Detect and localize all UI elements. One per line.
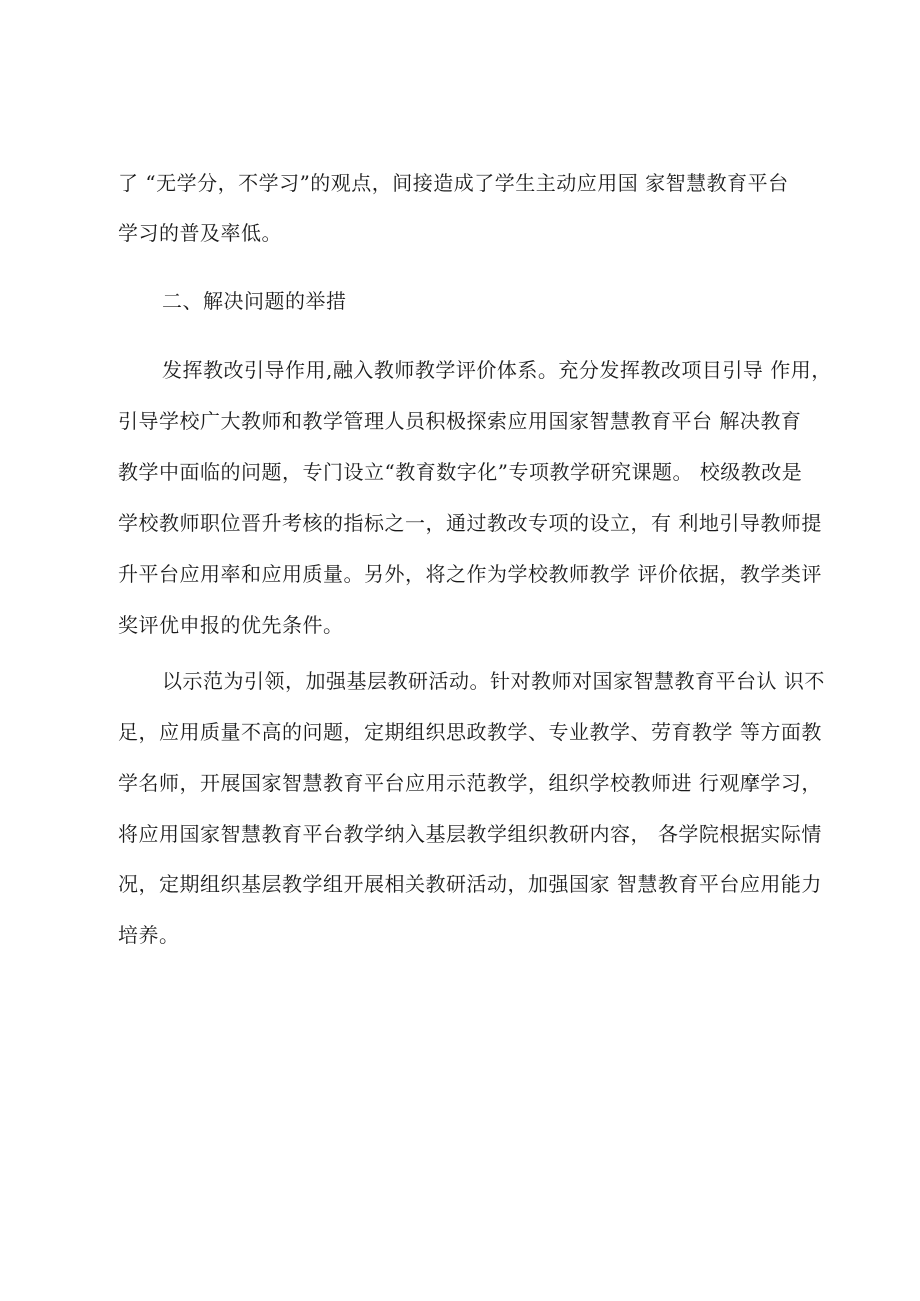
paragraph-2-line-5: 升平台应用率和应用质量。另外，将之作为学校教师教学 评价依据，教学类评: [118, 562, 822, 586]
paragraph-3-line-1: 以示范为引领，加强基层教研活动。针对教师对国家智慧教育平台认 识不: [162, 669, 825, 693]
paragraph-3-line-6: 培养。: [118, 923, 180, 947]
paragraph-2-line-2: 引导学校广大教师和教学管理人员积极探索应用国家智慧教育平台 解决教育: [118, 409, 802, 433]
paragraph-2-line-6: 奖评优申报的优先条件。: [118, 613, 344, 637]
paragraph-1-line-2: 学习的普及率低。: [118, 221, 282, 245]
section-heading: 二、解决问题的举措: [162, 289, 347, 313]
paragraph-1-line-1: 了 “无学分，不学习”的观点，间接造成了学生主动应用国 家智慧教育平台: [118, 171, 789, 195]
paragraph-2-line-4: 学校教师职位晋升考核的指标之一，通过教改专项的设立，有 利地引导教师提: [118, 511, 822, 535]
paragraph-3-line-4: 将应用国家智慧教育平台教学纳入基层教学组织教研内容， 各学院根据实际情: [118, 822, 822, 846]
paragraph-3-line-2: 足，应用质量不高的问题，定期组织思政教学、专业教学、劳育教学 等方面教: [118, 720, 822, 744]
paragraph-2-line-3: 教学中面临的问题，专门设立“教育数字化”专项教学研究课题。 校级教改是: [118, 460, 803, 484]
paragraph-3-line-5: 况，定期组织基层教学组开展相关教研活动，加强国家 智慧教育平台应用能力: [118, 872, 822, 896]
paragraph-3-line-3: 学名师，开展国家智慧教育平台应用示范教学，组织学校教师进 行观摩学习，: [118, 771, 822, 795]
paragraph-2-line-1: 发挥教改引导作用,融入教师教学评价体系。充分发挥教改项目引导 作用，: [162, 358, 832, 382]
